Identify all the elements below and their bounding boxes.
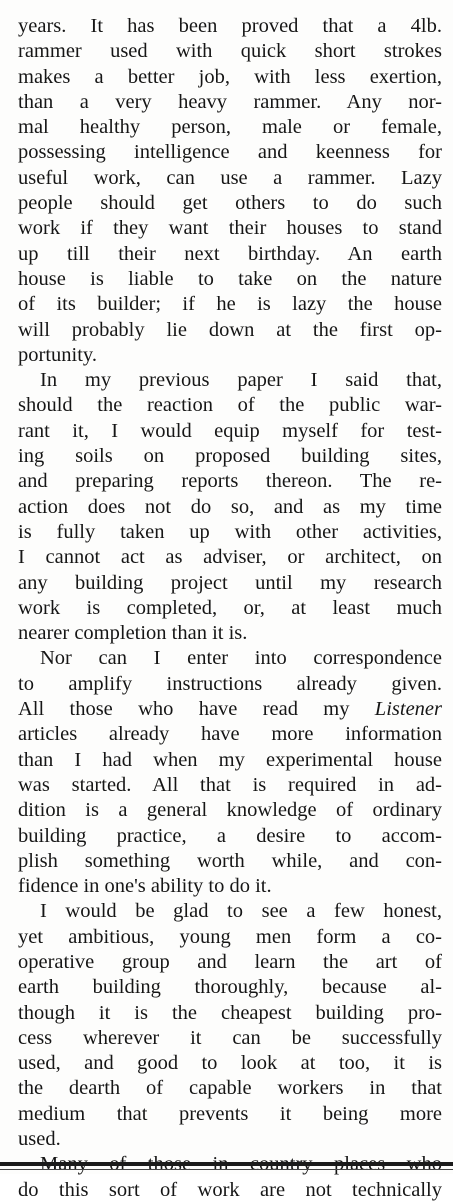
article-line-text: plish something worth while, and con- xyxy=(18,849,442,872)
article-line xyxy=(18,899,442,924)
article-line-text: will probably lie down at the first op- xyxy=(18,318,442,341)
bottom-rule xyxy=(0,1160,453,1174)
article-line xyxy=(18,419,442,444)
article-line xyxy=(18,571,442,596)
article-line-text: than I had when my experimental house xyxy=(18,748,442,771)
article-line-text: earth building thoroughly, because al- xyxy=(18,976,442,999)
article-line xyxy=(18,469,442,494)
article-line-text: makes a better job, with less exertion, xyxy=(18,65,442,88)
article-line-text: work is completed, or, at least much xyxy=(18,596,442,619)
article-line-text: house is liable to take on the nature xyxy=(18,267,442,290)
article-line xyxy=(18,267,442,292)
article-line-text: people should get others to do such xyxy=(18,192,442,215)
article-line xyxy=(18,393,442,418)
article-line xyxy=(18,646,442,671)
article-line xyxy=(18,824,442,849)
bottom-rule-thick xyxy=(0,1162,453,1166)
article-line xyxy=(18,65,442,90)
article-line-text: any building project until my research xyxy=(18,571,442,594)
article-line-text: though it is the cheapest building pro- xyxy=(18,1001,442,1024)
article-line-text: of its builder; if he is lazy the house xyxy=(18,293,442,316)
article-column xyxy=(18,14,442,1203)
article-line-text: should the reaction of the public war- xyxy=(18,394,442,417)
article-line xyxy=(18,318,442,343)
bottom-rule-thin xyxy=(0,1169,453,1170)
article-line-text: work if they want their houses to stand xyxy=(18,217,442,240)
article-line-text: and preparing reports thereon. The re- xyxy=(18,470,442,493)
article-line-text: Nor can I enter into correspondence xyxy=(40,647,442,670)
article-line xyxy=(18,368,442,393)
article-line xyxy=(18,545,442,570)
article-line xyxy=(18,1001,442,1026)
article-line xyxy=(18,1026,442,1051)
article-line-text: years. It has been proved that a 4lb. xyxy=(18,15,442,37)
article-line-text: useful work, can use a rammer. Lazy xyxy=(18,166,442,189)
article-line-text: operative group and learn the art of xyxy=(18,950,442,973)
article-line-text: the dearth of capable workers in that xyxy=(18,1077,442,1100)
article-line xyxy=(18,90,442,115)
article-line-text: medium that prevents it being more xyxy=(18,1102,442,1125)
article-line-text: I cannot act as adviser, or architect, on xyxy=(18,546,442,569)
article-line-text: than a very heavy rammer. Any nor- xyxy=(18,90,442,113)
article-line xyxy=(18,925,442,950)
article-line-text: used. xyxy=(18,1128,61,1151)
article-line-text: fidence in one's ability to do it. xyxy=(18,875,272,898)
article-line xyxy=(18,1127,442,1152)
article-line-text: was started. All that is required in ad- xyxy=(18,773,442,796)
article-line xyxy=(18,495,442,520)
article-line-text: ing soils on proposed building sites, xyxy=(18,445,442,468)
article-line-text: articles already have more information xyxy=(18,723,442,746)
article-line xyxy=(18,191,442,216)
article-line xyxy=(18,343,442,368)
article-line xyxy=(18,798,442,823)
article-line xyxy=(18,520,442,545)
article-line-text: portunity. xyxy=(18,343,97,366)
article-line xyxy=(18,950,442,975)
article-line-italic: Listener xyxy=(374,698,442,721)
article-line xyxy=(18,216,442,241)
article-line xyxy=(18,14,442,39)
article-line xyxy=(18,722,442,747)
article-line-text: to amplify instructions already given. xyxy=(18,672,442,695)
article-line xyxy=(18,1051,442,1076)
article-line-text: action does not do so, and as my time xyxy=(18,495,442,518)
article-line-text: used, and good to look at too, it is xyxy=(18,1052,442,1075)
article-line xyxy=(18,596,442,621)
article-line xyxy=(18,39,442,64)
article-line xyxy=(18,773,442,798)
article-line xyxy=(18,242,442,267)
article-line xyxy=(18,697,442,722)
article-line-text: nearer completion than it is. xyxy=(18,622,248,645)
article-line xyxy=(18,672,442,697)
article-line-text: do this sort of work are not technically xyxy=(18,1178,442,1201)
article-line-text: dition is a general knowledge of ordinary xyxy=(18,799,442,822)
article-line-text: possessing intelligence and keenness for xyxy=(18,141,442,164)
article-line-text: I would be glad to see a few honest, xyxy=(40,900,442,923)
article-line-text: is fully taken up with other activities, xyxy=(18,520,442,543)
article-line xyxy=(18,748,442,773)
article-line xyxy=(18,1102,442,1127)
article-line xyxy=(18,292,442,317)
article-line-text: In my previous paper I said that, xyxy=(40,369,442,392)
article-line-text: rammer used with quick short strokes xyxy=(18,40,442,63)
article-line xyxy=(18,1178,442,1203)
article-line xyxy=(18,1076,442,1101)
article-line xyxy=(18,975,442,1000)
article-line xyxy=(18,166,442,191)
article-line-text: mal healthy person, male or female, xyxy=(18,116,442,139)
article-line xyxy=(18,140,442,165)
article-line xyxy=(18,621,442,646)
article-line xyxy=(18,444,442,469)
article-line-text: yet ambitious, young men form a co- xyxy=(18,925,442,948)
article-line-text: building practice, a desire to accom- xyxy=(18,824,442,847)
article-line-text: All those who have read my xyxy=(18,698,375,721)
article-line xyxy=(18,849,442,874)
article-line-text: rant it, I would equip myself for test- xyxy=(18,419,442,442)
article-line xyxy=(18,115,442,140)
article-line-text: up till their next birthday. An earth xyxy=(18,242,442,265)
article-line xyxy=(18,874,442,899)
article-line-text: cess wherever it can be successfully xyxy=(18,1026,442,1049)
